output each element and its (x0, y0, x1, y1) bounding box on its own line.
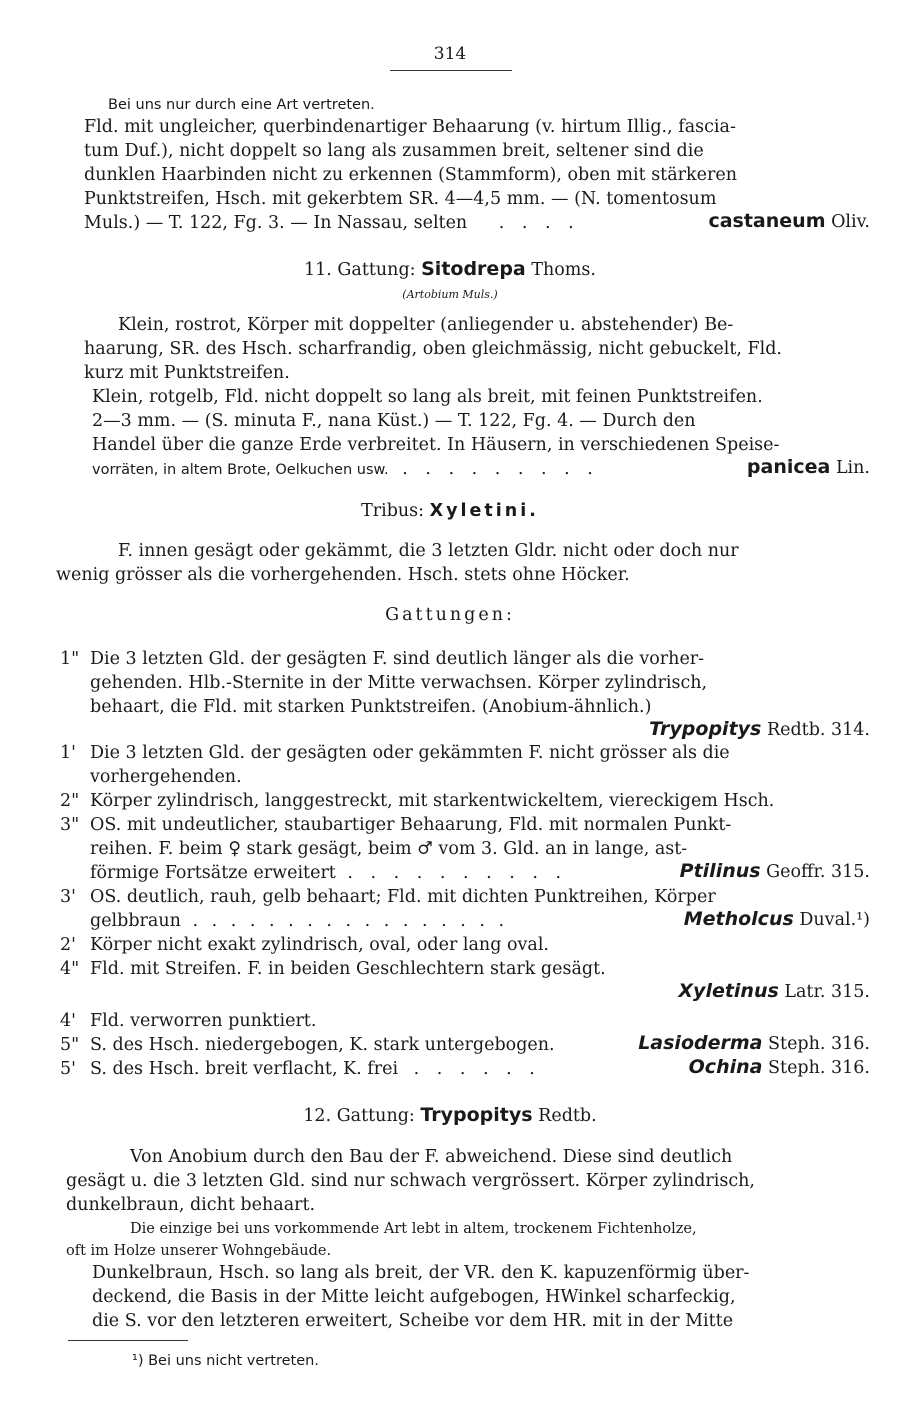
key-line (60, 958, 606, 980)
key-genus-line (680, 860, 870, 883)
genus-name: Lasioderma (638, 1032, 763, 1054)
species-desc-line: 2—3 mm. — (S. minuta F., nana Küst.) — T. 122, Fg. 4. — Durch den (92, 411, 696, 431)
key-line (90, 910, 508, 932)
key-line: vorhergehenden. (90, 767, 242, 787)
species-desc-line (84, 212, 580, 234)
species-name: castaneum (708, 210, 826, 232)
key-text: Fld. mit Streifen. F. in beiden Geschlechtern stark gesägt. (90, 959, 606, 979)
tribus-prefix: Tribus: (361, 501, 425, 521)
genus-synonym: (Artobium Muls.) (402, 288, 498, 301)
species-desc-line: Punktstreifen, Hsch. mit gekerbtem SR. 4—4,5 mm. — (N. tomentosum (84, 189, 717, 209)
species-name: panicea (746, 456, 831, 478)
genus-desc-line: Klein, rostrot, Körper mit doppelter (anliegender u. abstehender) Be- (118, 315, 734, 335)
genus-author: Steph. 316. (768, 1034, 870, 1054)
species-desc-line: tum Duf.), nicht doppelt so lang als zusammen breit, seltener sind die (84, 141, 704, 161)
species-name-line (708, 210, 870, 233)
species-desc-line: dunklen Haarbinden nicht zu erkennen (Stammform), oben mit stärkeren (84, 165, 737, 185)
genus-name: Ochina (688, 1056, 763, 1078)
genus-heading-prefix: 11. Gattung: (304, 260, 416, 280)
leader-dots: . . . . . . . . . (402, 459, 599, 479)
key-text: Körper nicht exakt zylindrisch, oval, oder lang oval. (90, 935, 549, 955)
leader-dots: . . . . . . (413, 1059, 541, 1079)
species-desc-line: deckend, die Basis in der Mitte leicht aufgebogen, HWinkel scharfeckig, (92, 1287, 736, 1307)
key-line (60, 648, 704, 670)
genus-author: Duval.¹) (799, 910, 870, 930)
genus-heading (0, 258, 900, 281)
key-line (60, 934, 549, 956)
species-author: Lin. (835, 458, 870, 478)
genus-note-line: Die einzige bei uns vorkommende Art lebt in altem, trockenem Fichtenholze, (130, 1221, 697, 1237)
key-line (60, 742, 730, 764)
key-text: förmige Fortsätze erweitert (90, 863, 336, 883)
key-number: 1' (60, 743, 76, 763)
key-number: 4' (60, 1011, 76, 1031)
genus-desc-line: haarung, SR. des Hsch. scharfrandig, oben gleichmässig, nicht gebuckelt, Fld. (84, 339, 782, 359)
species-author: Oliv. (831, 212, 870, 232)
key-text: S. des Hsch. breit verflacht, K. frei (90, 1059, 399, 1079)
footnote: ¹) Bei uns nicht vertreten. (132, 1353, 319, 1369)
key-number: 3" (60, 815, 80, 835)
key-number: 4" (60, 959, 80, 979)
key-line: gehenden. Hlb.-Sternite in der Mitte verwachsen. Körper zylindrisch, (90, 673, 708, 693)
key-heading: Gattungen: (385, 605, 515, 625)
species-desc-line (92, 458, 599, 481)
key-number: 2" (60, 791, 80, 811)
page-number-rule (390, 70, 512, 71)
species-desc-line: Fld. mit ungleicher, querbindenartiger Behaarung (v. hirtum Illig., fascia- (84, 117, 736, 137)
key-line (60, 886, 716, 908)
key-text: Die 3 letzten Gld. der gesägten F. sind deutlich länger als die vorher- (90, 649, 705, 669)
genus-name: Ptilinus (679, 860, 761, 882)
genus-name: Trypopitys (420, 1104, 533, 1126)
genus-name: Xyletinus (678, 980, 779, 1002)
key-number: 5' (60, 1059, 76, 1079)
key-text: Fld. verworren punktiert. (90, 1011, 317, 1031)
species-desc-line: Dunkelbraun, Hsch. so lang als breit, der VR. den K. kapuzenförmig über- (92, 1263, 750, 1283)
key-line (60, 1010, 316, 1032)
leader-dots: . . . . (498, 213, 580, 233)
key-genus-line (689, 1056, 870, 1079)
key-number: 3' (60, 887, 76, 907)
key-text: gelbbraun (90, 911, 181, 931)
key-genus-line (678, 980, 870, 1003)
genus-desc-line: kurz mit Punktstreifen. (84, 363, 290, 383)
genus-desc-line: Von Anobium durch den Bau der F. abweichend. Diese sind deutlich (130, 1147, 733, 1167)
tribus-desc-line: wenig grösser als die vorhergehenden. Hsch. stets ohne Höcker. (56, 565, 630, 585)
genus-name: Sitodrepa (421, 258, 526, 280)
genus-author: Geoffr. 315. (766, 862, 870, 882)
tribus-name: Xyletini. (429, 501, 539, 521)
genus-name: Metholcus (683, 908, 794, 930)
genus-author: Redtb. (538, 1106, 597, 1126)
key-number: 5" (60, 1035, 80, 1055)
key-line: behaart, die Fld. mit starken Punktstreifen. (Anobium-ähnlich.) (90, 697, 652, 717)
key-line (60, 790, 774, 812)
species-desc-line: Klein, rotgelb, Fld. nicht doppelt so lang als breit, mit feinen Punktstreifen. (92, 387, 763, 407)
key-line (60, 814, 731, 836)
key-line (90, 862, 567, 884)
key-line (60, 1058, 541, 1080)
footnote-rule (68, 1340, 188, 1341)
key-line: reihen. F. beim ♀ stark gesägt, beim ♂ vom 3. Gld. an in lange, ast- (90, 839, 688, 859)
key-text: Körper zylindrisch, langgestreckt, mit starkentwickeltem, viereckigem Hsch. (90, 791, 775, 811)
species-desc-line: die S. vor den letzteren erweitert, Scheibe vor dem HR. mit in der Mitte (92, 1311, 734, 1331)
genus-author: Latr. 315. (784, 982, 870, 1002)
key-genus-line (684, 908, 870, 931)
species-name-line (747, 456, 870, 479)
key-number: 2' (60, 935, 76, 955)
leader-dots: . . . . . . . . . . (347, 863, 568, 883)
genus-heading-prefix: 12. Gattung: (303, 1106, 415, 1126)
key-line (60, 1034, 555, 1056)
key-text: S. des Hsch. niedergebogen, K. stark untergebogen. (90, 1035, 555, 1055)
genus-heading (0, 1104, 900, 1127)
species-desc-text: Muls.) — T. 122, Fg. 3. — In Nassau, selten (84, 213, 468, 233)
page-number: 314 (433, 44, 467, 64)
genus-author: Steph. 316. (768, 1058, 870, 1078)
genus-desc-line: gesägt u. die 3 letzten Gld. sind nur schwach vergrössert. Körper zylindrisch, (66, 1171, 755, 1191)
species-desc-text: vorräten, in altem Brote, Oelkuchen usw. (92, 462, 389, 478)
key-text: Die 3 letzten Gld. der gesägten oder gekämmten F. nicht grösser als die (90, 743, 730, 763)
genus-author: Thoms. (531, 260, 596, 280)
species-desc-line: Handel über die ganze Erde verbreitet. In Häusern, in verschiedenen Speise- (92, 435, 780, 455)
key-text: OS. mit undeutlicher, staubartiger Behaarung, Fld. mit normalen Punkt- (90, 815, 732, 835)
genus-author: Redtb. 314. (766, 720, 870, 740)
genus-note-line: oft im Holze unserer Wohngebäude. (66, 1243, 332, 1259)
genus-name: Trypopitys (649, 718, 762, 740)
key-genus-line (649, 718, 870, 741)
genus-desc-line: dunkelbraun, dicht behaart. (66, 1195, 316, 1215)
key-text: OS. deutlich, rauh, gelb behaart; Fld. mit dichten Punktreihen, Körper (90, 887, 716, 907)
leader-dots: . . . . . . . . . . . . . . . . . (192, 911, 509, 931)
tribus-heading (0, 500, 900, 522)
intro-line: Bei uns nur durch eine Art vertreten. (108, 97, 375, 113)
key-number: 1" (60, 649, 80, 669)
key-genus-line (638, 1032, 870, 1055)
tribus-desc-line: F. innen gesägt oder gekämmt, die 3 letzten Gldr. nicht oder doch nur (118, 541, 739, 561)
